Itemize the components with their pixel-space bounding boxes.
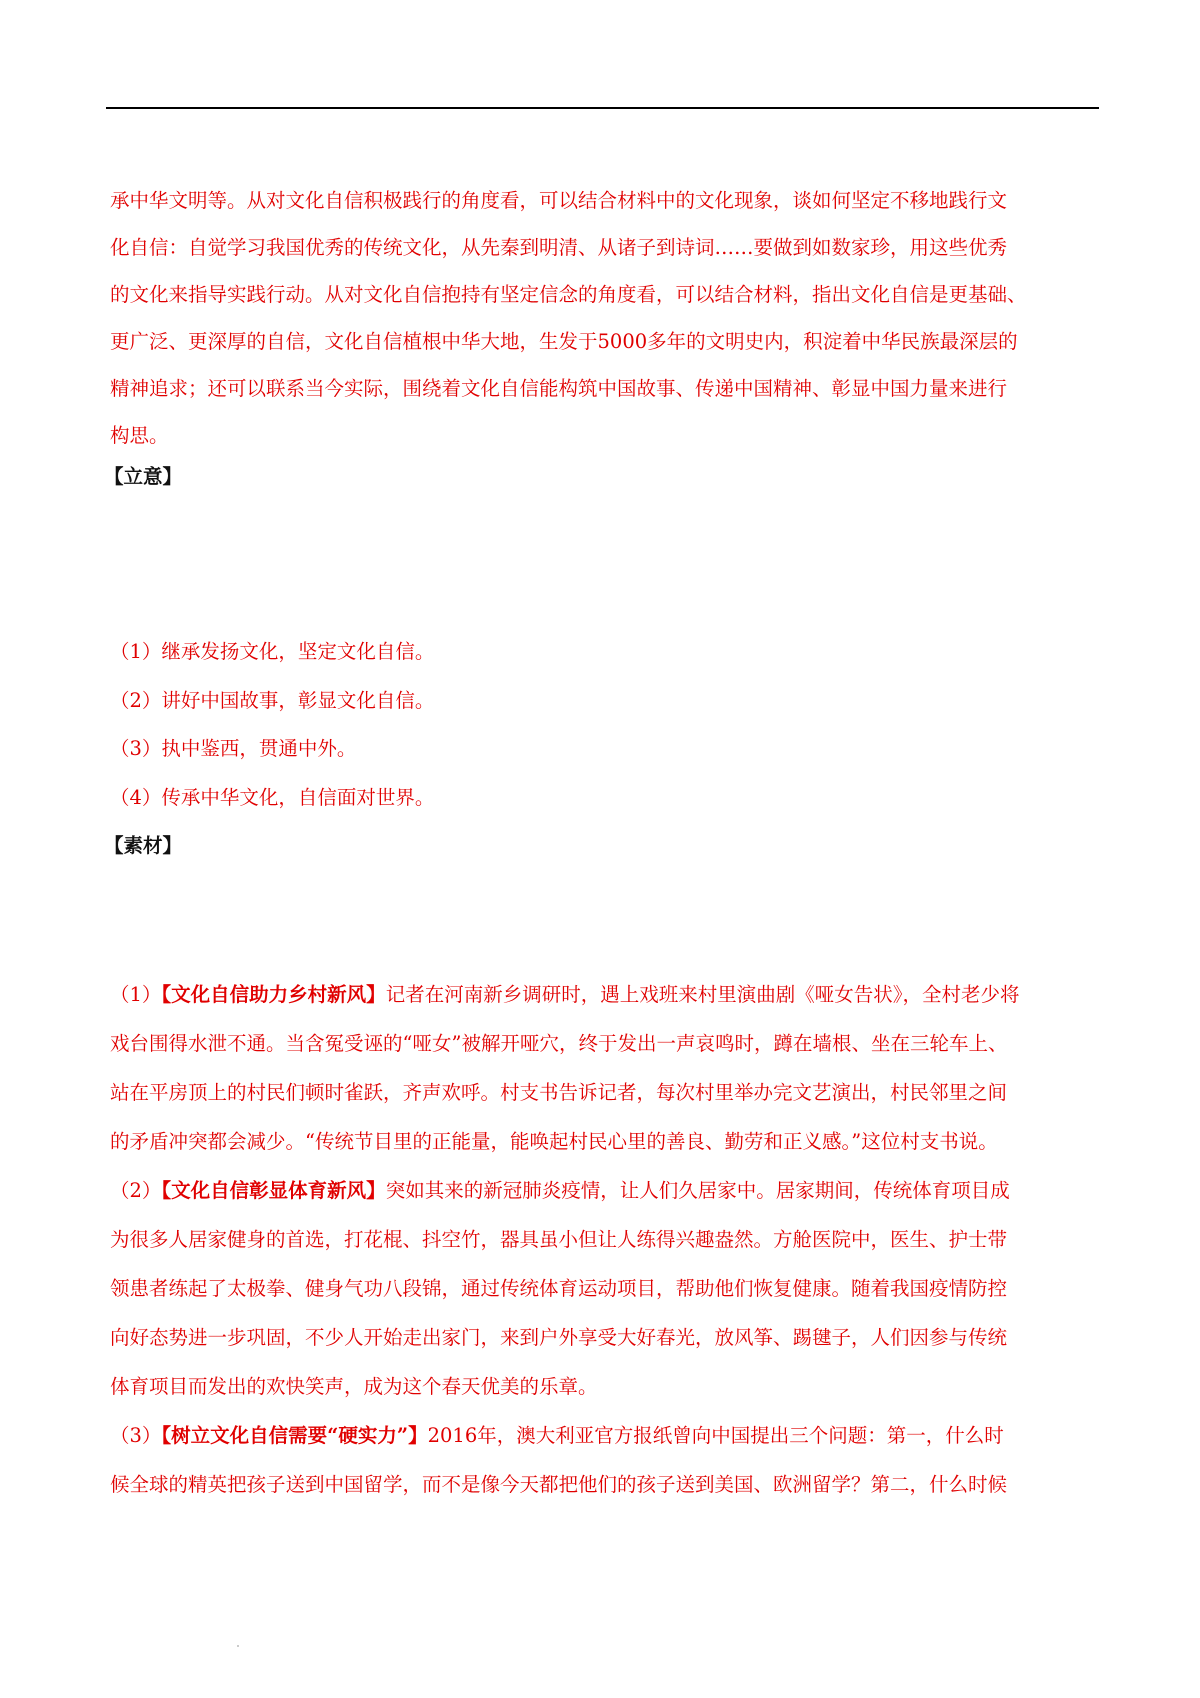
liyi-item: （3）执中鉴西，贯通中外。 xyxy=(110,737,357,760)
intro-line: 更广泛、更深厚的自信，文化自信植根中华大地，生发于5000多年的文明史内，积淀着中华民族最深层的 xyxy=(110,330,1018,353)
stray-dot xyxy=(237,1645,239,1647)
intro-line: 的文化来指导实践行动。从对文化自信抱持有坚定信念的角度看，可以结合材料，指出文化自信是更基础、 xyxy=(110,283,1027,306)
material-line: 戏台围得水泄不通。当含冤受诬的“哑女”被解开哑穴，终于发出一声哀鸣时，蹲在墙根、坐在三轮车上、 xyxy=(110,1032,1008,1055)
liyi-item: （1）继承发扬文化，坚定文化自信。 xyxy=(110,640,435,663)
material-line: 向好态势进一步巩固，不少人开始走出家门，来到户外享受大好春光，放风筝、踢毽子，人们因参与传统 xyxy=(110,1326,1008,1349)
material-line: 体育项目而发出的欢快笑声，成为这个春天优美的乐章。 xyxy=(110,1375,598,1398)
material-text: 突如其来的新冠肺炎疫情，让人们久居家中。居家期间，传统体育项目成 xyxy=(385,1179,1010,1202)
material-3-first-line xyxy=(110,1421,1004,1451)
header-rule xyxy=(106,107,1099,109)
material-line: 站在平房顶上的村民们顿时雀跃，齐声欢呼。村支书告诉记者，每次村里举办完文艺演出，村民邻里之间 xyxy=(110,1081,1008,1104)
material-line: 的矛盾冲突都会减少。“传统节目里的正能量，能唤起村民心里的善良、勤劳和正义感。”这位村支书说。 xyxy=(110,1130,998,1153)
section-heading-liyi: 【立意】 xyxy=(104,465,183,488)
intro-line: 构思。 xyxy=(110,424,169,447)
material-tag: 【文化自信彰显体育新风】 xyxy=(161,1179,386,1202)
material-tag: 【树立文化自信需要“硬实力”】 xyxy=(161,1424,428,1447)
material-line: 领患者练起了太极拳、健身气功八段锦，通过传统体育运动项目，帮助他们恢复健康。随着我国疫情防控 xyxy=(110,1277,1008,1300)
material-text: 2016年，澳大利亚官方报纸曾向中国提出三个问题：第一，什么时 xyxy=(427,1424,1004,1447)
material-number: （1） xyxy=(110,983,162,1006)
material-text: 记者在河南新乡调研时，遇上戏班来村里演曲剧《哑女告状》，全村老少将 xyxy=(385,983,1020,1006)
material-line: 候全球的精英把孩子送到中国留学，而不是像今天都把他们的孩子送到美国、欧洲留学？第二，什么时候 xyxy=(110,1473,1008,1496)
material-tag: 【文化自信助力乡村新风】 xyxy=(161,983,386,1006)
section-heading-sucai: 【素材】 xyxy=(104,834,183,857)
material-2-first-line xyxy=(110,1176,1010,1206)
intro-line: 精神追求；还可以联系当今实际，围绕着文化自信能构筑中国故事、传递中国精神、彰显中国力量来进行 xyxy=(110,377,1008,400)
material-1-first-line xyxy=(110,980,1019,1010)
intro-line: 承中华文明等。从对文化自信积极践行的角度看，可以结合材料中的文化现象，谈如何坚定不移地践行文 xyxy=(110,189,1008,212)
liyi-item: （2）讲好中国故事，彰显文化自信。 xyxy=(110,689,435,712)
liyi-item: （4）传承中华文化，自信面对世界。 xyxy=(110,786,435,809)
intro-line: 化自信：自觉学习我国优秀的传统文化，从先秦到明清、从诸子到诗词……要做到如数家珍，用这些优秀 xyxy=(110,236,1008,259)
material-number: （3） xyxy=(110,1424,162,1447)
material-line: 为很多人居家健身的首选，打花棍、抖空竹，器具虽小但让人练得兴趣盎然。方舱医院中，医生、护士带 xyxy=(110,1228,1008,1251)
material-number: （2） xyxy=(110,1179,162,1202)
